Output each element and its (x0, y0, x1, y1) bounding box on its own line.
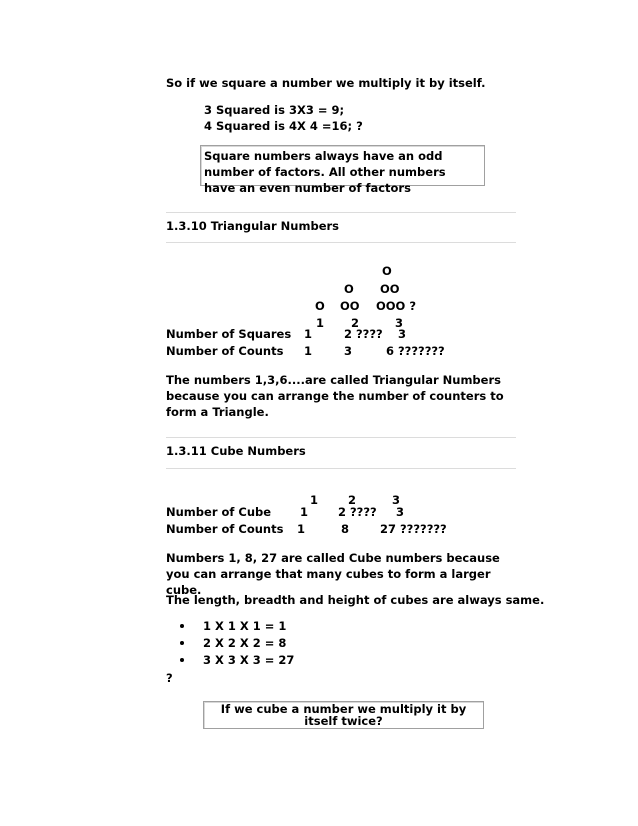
square-example-4: 4 Squared is 4X 4 =16; ? (204, 119, 363, 133)
cube-value: 1 (300, 505, 309, 519)
squares-value: 1 (304, 327, 313, 341)
triangle-pattern-cell: OOO ? (376, 299, 417, 313)
cube-counts-value: 27 ??????? (380, 522, 447, 536)
divider (166, 437, 516, 438)
square-example-3: 3 Squared is 3X3 = 9; (204, 103, 345, 117)
counts-value: 3 (344, 344, 353, 358)
bullet-dot-icon (180, 658, 184, 662)
row-label-counts: Number of Counts (166, 522, 284, 536)
squares-value: 3 (398, 327, 407, 341)
counts-value: 6 ??????? (386, 344, 445, 358)
divider (166, 242, 516, 243)
divider (166, 468, 516, 469)
bullet-item: 2 X 2 X 2 = 8 (203, 636, 287, 650)
cube-counts-value: 1 (297, 522, 306, 536)
triangle-pattern-cell: OO (340, 299, 360, 313)
cube-value: 2 ???? (338, 505, 377, 519)
triangular-description: The numbers 1,3,6....are called Triangular Numbers because you can arrange the number of counters to form a Triangle. (166, 373, 504, 419)
square-note-box (200, 145, 485, 195)
cube-counts-value: 8 (341, 522, 350, 536)
cube-note-text: If we cube a number we multiply it by itself twice? (220, 702, 467, 728)
square-note-text: Square numbers always have an odd number of factors. All other numbers have an even number of factors (204, 149, 446, 195)
cube-same-line: The length, breadth and height of cubes are always same. (166, 593, 545, 607)
intro-text: So if we square a number we multiply it by itself. (166, 76, 486, 90)
triangle-pattern-cell: O (344, 282, 354, 296)
cube-index: 2 (348, 493, 357, 507)
triangle-pattern-cell: O (315, 299, 325, 313)
triangle-pattern-cell: OO (380, 282, 400, 296)
row-label-cube: Number of Cube (166, 505, 272, 519)
cube-index: 1 (310, 493, 319, 507)
triangle-index: 3 (395, 316, 404, 330)
cube-index: 3 (392, 493, 401, 507)
triangle-pattern-cell: O (382, 264, 392, 278)
bullet-item: 3 X 3 X 3 = 27 (203, 653, 295, 667)
section-heading-cube: 1.3.11 Cube Numbers (166, 444, 306, 458)
divider (166, 212, 516, 213)
bullet-dot-icon (180, 641, 184, 645)
triangle-index: 2 (351, 316, 360, 330)
bullet-dot-icon (180, 624, 184, 628)
section-heading-triangular: 1.3.10 Triangular Numbers (166, 219, 340, 233)
row-label-squares: Number of Squares (166, 327, 292, 341)
counts-value: 1 (304, 344, 313, 358)
cube-note-box (203, 701, 484, 729)
squares-value: 2 ???? (344, 327, 383, 341)
bullet-item: 1 X 1 X 1 = 1 (203, 619, 287, 633)
row-label-counts: Number of Counts (166, 344, 284, 358)
triangle-index: 1 (316, 316, 325, 330)
cube-description: Numbers 1, 8, 27 are called Cube numbers because you can arrange that many cubes to form a larger cube. (166, 551, 500, 597)
question-mark: ? (166, 671, 173, 685)
cube-value: 3 (396, 505, 405, 519)
